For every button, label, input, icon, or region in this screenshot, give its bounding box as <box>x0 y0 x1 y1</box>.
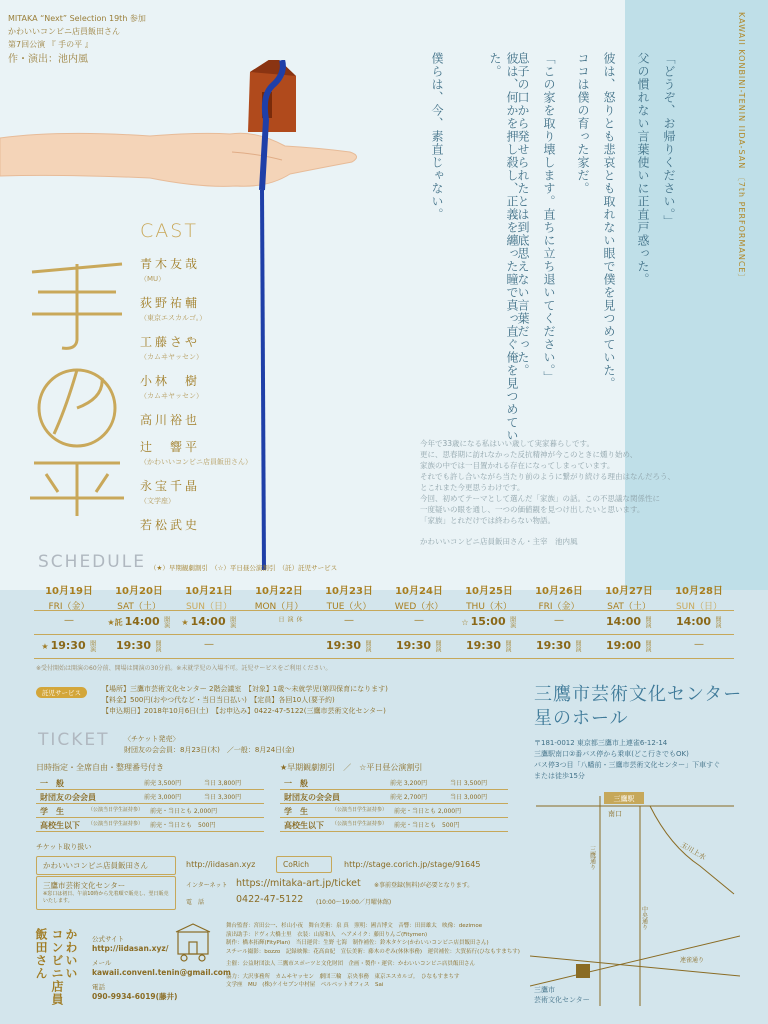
cast-name: 高川裕也 <box>140 413 201 427</box>
schedule-kai-label: 開演 <box>434 640 441 652</box>
performance-line: 第7回公演 『 手の平 』 <box>8 40 93 49</box>
map-street-4: 玉川上水 <box>679 840 708 862</box>
intro-line: それでも許し合いながら当たり前のように繋がり続ける理由はなんだろう、 <box>420 472 675 481</box>
credit-line: 演出助手：ドヴィ大橋士里 衣装：山原和人 ヘアメイク：藤田りんご(Fitymen) <box>226 931 428 938</box>
ticket-advance: 前売・当日とも 2,000円 <box>394 808 462 815</box>
story-col-2: 父の慣れない言葉使いに正直戸惑った。 <box>636 52 650 286</box>
author-line: 作・演出：池内風 <box>8 54 88 65</box>
schedule-title: SCHEDULE <box>38 552 146 572</box>
schedule-weekday: SAT（土） <box>117 602 161 612</box>
map-station: 三鷹駅 <box>613 795 635 803</box>
vendor-company-url[interactable]: http://iidasan.xyz <box>186 860 256 869</box>
schedule-slot <box>314 639 384 652</box>
venue-name-1: 三鷹市芸術文化センター <box>534 684 743 705</box>
ticket-row <box>280 790 508 804</box>
venue-name-2: 星のホール <box>534 708 629 729</box>
schedule-slot <box>594 639 664 652</box>
ticket-advance: 前売・当日とも 500円 <box>394 822 460 829</box>
site-label: 公式サイト <box>92 935 125 943</box>
story-col-8: 僕らは、今、素直じゃない。 <box>430 52 444 221</box>
vendor-tel-hours: (10:00〜19:00／月曜休館) <box>316 899 392 906</box>
ticket-row <box>36 804 264 818</box>
schedule-date: 10月22日 <box>255 586 303 597</box>
cast-member <box>140 333 252 362</box>
ticket-row <box>36 818 264 832</box>
schedule-divider <box>34 634 734 635</box>
intro-line: 家族の中では一目置かれる存在になってしまっています。 <box>420 461 615 470</box>
schedule-slot <box>174 639 244 650</box>
schedule-date: 10月19日 <box>45 586 93 597</box>
ticket-row <box>280 818 508 832</box>
schedule-day <box>384 582 454 612</box>
schedule-slot <box>454 639 524 652</box>
schedule-date: 10月24日 <box>395 586 443 597</box>
schedule-time: 19:30 <box>535 639 571 652</box>
intro-signature: かわいいコンビニ店員飯田さん・主宰 池内風 <box>420 537 578 546</box>
map-street-3: 三鷹通り <box>588 846 596 870</box>
ticket-table-regular <box>36 762 264 832</box>
ticket-label: 財団友の会会員 <box>40 793 96 802</box>
ticket-advance: 前売 3,500円 <box>144 780 182 787</box>
schedule-slot <box>454 615 524 628</box>
cast-affiliation: （カムヰヤッセン） <box>140 392 203 400</box>
schedule-date: 10月21日 <box>185 586 233 597</box>
access-line: 〒181-0012 東京都三鷹市上連雀6-12-14 <box>534 739 668 747</box>
vendor-center-name: 三鷹市芸術文化センター <box>43 881 126 890</box>
ticket-title: TICKET <box>38 730 110 750</box>
schedule-time: 19:30 <box>395 639 431 652</box>
vendor-center-note: ※窓口は初日、午前10時から先着順で販売し、翌日販売いたします。 <box>43 891 169 904</box>
schedule-kai-label: 開演 <box>88 640 96 652</box>
map-hall-label-2: 芸術文化センター <box>534 996 590 1004</box>
map-hall-label-1: 三鷹市 <box>534 986 555 994</box>
ticket-label: 一 般 <box>284 779 308 788</box>
vendor-tel: 0422-47-5122 <box>236 894 304 905</box>
cast-member <box>140 372 252 401</box>
schedule-slot <box>524 639 594 652</box>
schedule-weekday: TUE（火） <box>326 602 372 612</box>
schedule-day <box>524 582 594 612</box>
schedule-kai-label: 開演 <box>364 640 371 652</box>
ticket-advance: 前売 3,000円 <box>144 794 182 801</box>
vendor-corich-url[interactable]: http://stage.corich.jp/stage/91645 <box>344 860 481 869</box>
story-col-6: 息子の口から発せられたとは到底思えない言葉だった。 <box>516 52 530 377</box>
venue-name <box>534 683 742 731</box>
cast-member <box>140 516 252 533</box>
schedule-date: 10月20日 <box>115 586 163 597</box>
story-col-5: 「この家を取り壊します。直ちに立ち退いてください。」 <box>542 52 556 384</box>
cast-member <box>140 294 252 323</box>
cast-member <box>140 438 252 467</box>
credit-line: 文学座 MU (株)ケイセブン中村屋 ベルベットオフィス Sai <box>226 982 384 988</box>
ticket-door: 当日 3,800円 <box>204 780 242 787</box>
vendor-web-note: ※事前登録(無料)が必要となります。 <box>374 882 474 889</box>
schedule-time: 14:00 <box>124 615 160 628</box>
story-col-3: 彼は、怒りとも悲哀とも取れない眼で僕を見つめていた。 <box>602 52 616 390</box>
ticket-sale-head: 〈チケット発売〉 <box>124 735 180 743</box>
schedule-mark: ★託 <box>107 618 123 627</box>
service-line: 【申込期日】2018年10月6日(土) 【お申込み】0422-47-5122(三鷹市芸術文化センター) <box>102 707 386 715</box>
schedule-slot <box>34 615 104 626</box>
venue-access <box>534 738 720 782</box>
hand-with-house-illustration <box>0 60 370 200</box>
logo-col-3: 飯田さん <box>34 928 48 980</box>
intro-text <box>420 438 760 547</box>
schedule-day <box>34 582 104 612</box>
access-line: または徒歩15分 <box>534 772 585 780</box>
schedule-time: 19:30 <box>325 639 361 652</box>
credit-line: 協力：大沢事務所 カムヰヤッセン 劇団三輪 京央事務 東京エスカルゴ。 ひなもすまちす <box>226 973 460 980</box>
cast-label: CAST <box>140 220 198 242</box>
schedule-mark: ☆ <box>461 618 469 627</box>
tel-number: 090-9934-6019(藤井) <box>92 992 178 1001</box>
schedule-time: 14:00 <box>605 615 641 628</box>
vertical-title: KAWAII KONBINI-TENIN IIDA-SAN 〔7th PERFORMANCE〕 <box>737 12 746 283</box>
access-map <box>530 786 740 1006</box>
vendor-company: かわいいコンビニ店員飯田さん <box>36 856 176 875</box>
access-line: バス停3つ目「八幡前・三鷹市芸術文化センター」下車すぐ <box>534 761 721 769</box>
schedule-kai-label: 開演 <box>714 616 721 628</box>
ticket-row <box>36 790 264 804</box>
schedule-mark: ★ <box>41 642 49 651</box>
schedule-day <box>594 582 664 612</box>
ticket-head: 日時指定・全席自由・整理番号付き <box>36 763 164 772</box>
schedule-weekday: SUN（日） <box>675 602 723 612</box>
cast-affiliation: （東京エスカルゴ。） <box>140 314 207 322</box>
company-line: かわいいコンビニ店員飯田さん <box>8 27 120 36</box>
schedule-weekday: FRI（金） <box>48 602 90 612</box>
story-col-7: 彼は、何かを押し殺し、正義を纏った瞳で真っ直ぐ俺を見つめていた。 <box>488 52 519 442</box>
paint-drip <box>255 190 275 570</box>
cast-name: 辻 響平 <box>140 440 201 454</box>
cast-affiliation: （文学座） <box>140 497 175 505</box>
schedule-weekday: SAT（土） <box>607 602 651 612</box>
schedule-date: 10月23日 <box>325 586 373 597</box>
intro-line: 今年で33歳になる私はいい歳して実家暮らしです。 <box>420 439 594 448</box>
cast-name: 若松武史 <box>140 518 201 532</box>
ticket-advance: 前売・当日とも 500円 <box>150 822 216 829</box>
schedule-weekday: WED（水） <box>394 602 444 612</box>
schedule-slot <box>104 639 174 652</box>
ticket-door: 当日 3,000円 <box>450 794 488 801</box>
tel-label: 電話 <box>92 983 105 991</box>
ticket-advance: 前売・当日とも 2,000円 <box>150 808 218 815</box>
ticket-sale-line: 財団友の会会員：8月23日(木) ／一般：8月24日(金) <box>124 746 295 754</box>
schedule-kai-label: 開演 <box>574 640 581 652</box>
vendor-tel-label: 電 話 <box>186 899 205 906</box>
cast-member <box>140 411 252 428</box>
cast-affiliation: （MU） <box>140 275 166 283</box>
schedule-day <box>454 582 524 612</box>
service-line: 【場所】三鷹市芸術文化センター 2階会議室 【対象】1歳〜未就学児(第四保育になります) <box>102 685 388 693</box>
ticket-head: ★早期観劇割引 ／ ☆平日昼公演割引 <box>280 763 423 772</box>
logo-col-1: かわいい <box>64 928 78 980</box>
cast-member <box>140 477 252 506</box>
schedule-kai-label: 開演 <box>154 640 161 652</box>
credit-line: スチール撮影：bozzo 記録映像：花高由紀 宣伝美術：藤木のぞみ(休休事務) 運営補佐：大賀拓行(ひなもすまちす) <box>226 948 520 955</box>
schedule-slot <box>384 615 454 626</box>
schedule-rest-day: 休演日 <box>277 616 302 622</box>
schedule-kai-label: 開演 <box>162 616 170 628</box>
cast-affiliation: （かわいいコンビニ店員飯田さん） <box>140 458 252 466</box>
credits <box>226 922 520 990</box>
schedule-divider <box>34 658 734 659</box>
story-col-1: 「どうぞ、お帰りください。」 <box>662 52 676 228</box>
ticket-label: 一 般 <box>40 779 64 788</box>
schedule-kai-label: 開演 <box>228 616 236 628</box>
cast-member <box>140 255 252 284</box>
intro-line: 一度疑いの眼を通し、一つの価値観を見つけ出したいと思います。 <box>420 505 645 514</box>
schedule-kai-label: 開演 <box>504 640 511 652</box>
intro-line: 「家族」とれだけでは終わらない物語。 <box>420 516 555 525</box>
vendor-head: チケット取り扱い <box>36 843 92 851</box>
cast-name: 永宝千晶 <box>140 479 201 493</box>
intro-line: 今回、初めてテーマとして選んだ「家族」の話。この不思議な関係性に <box>420 494 660 503</box>
convenience-store-icon <box>170 922 216 962</box>
cast-name: 工藤さや <box>140 335 201 349</box>
schedule-slot <box>384 639 454 652</box>
service-line: 【料金】500円(おやつ代など・当日当日払い) 【定員】各回10人(要予約) <box>102 696 335 704</box>
header <box>8 12 146 66</box>
schedule-kai-label: 開演 <box>644 640 651 652</box>
cast-list <box>140 255 252 543</box>
schedule-slot <box>174 615 244 628</box>
ticket-advance: 前売 2,700円 <box>390 794 428 801</box>
ticket-row <box>280 776 508 790</box>
series-line: MITAKA “Next” Selection 19th 参加 <box>8 14 146 23</box>
schedule-date: 10月28日 <box>675 586 723 597</box>
schedule-kai-label: 開演 <box>508 616 516 628</box>
ticket-advance: 前売 3,200円 <box>390 780 428 787</box>
schedule-slot <box>524 615 594 626</box>
schedule-slot <box>34 639 104 652</box>
ticket-table-discount <box>280 762 508 832</box>
schedule-weekday: FRI（金） <box>538 602 580 612</box>
ticket-sub: （公演当日学生証持参） <box>332 807 388 813</box>
schedule-slot <box>104 615 174 628</box>
map-south-exit: 南口 <box>608 810 622 818</box>
vendor-center-box <box>36 876 176 910</box>
ticket-row <box>280 804 508 818</box>
ticket-sub: （公演当日学生証持参） <box>332 821 388 827</box>
schedule-time: 19:30 <box>115 639 151 652</box>
schedule-time: — <box>694 639 704 650</box>
schedule-mark: ★ <box>181 618 189 627</box>
schedule-slot <box>594 615 664 628</box>
cast-affiliation: （カムヰヤッセン） <box>140 353 203 361</box>
schedule-note: ※受付開始は開演の60分前、開場は開演の30分前。※未就学児の入場不可。託児サービスをご利用ください。 <box>36 665 332 672</box>
schedule-weekday: THU（木） <box>466 602 512 612</box>
schedule-date: 10月25日 <box>465 586 513 597</box>
credit-line: 主催：公益財団法人 三鷹市スポーツと文化財団 企画・製作・運営：かわいいコンビニ店員飯田さん <box>226 961 476 967</box>
schedule-slot <box>314 615 384 626</box>
cast-name: 小林 樹 <box>140 374 201 388</box>
schedule-time: 14:00 <box>190 615 226 628</box>
ticket-label: 学 生 <box>40 807 64 816</box>
mail-address[interactable]: kawaii.convenl.tenin@gmail.com <box>92 968 231 977</box>
cast-name: 荻野祐輔 <box>140 296 201 310</box>
ticket-label: 学 生 <box>284 807 308 816</box>
vendor-web-url[interactable]: https://mitaka-art.jp/ticket <box>236 878 361 889</box>
schedule-weekday: MON（月） <box>254 602 304 612</box>
schedule-time: 14:00 <box>675 615 711 628</box>
schedule-time: 19:30 <box>465 639 501 652</box>
schedule-day <box>314 582 384 612</box>
credit-line: 舞台監督：宮田公一、杉山小夜 舞台美術：泉 真 照明：國吉博文 音響：田田雄太 映像：dezimoe <box>226 923 483 929</box>
schedule-time: 19:00 <box>605 639 641 652</box>
schedule-date: 10月27日 <box>605 586 653 597</box>
schedule-date: 10月26日 <box>535 586 583 597</box>
logo-col-2: コンビニ店員 <box>50 928 64 1006</box>
vendor-corich: CoRich <box>276 856 332 873</box>
service-info <box>102 684 388 717</box>
schedule-kai-label: 開演 <box>644 616 651 628</box>
service-badge: 託児サービス <box>36 687 87 698</box>
schedule-weekday: SUN（日） <box>185 602 233 612</box>
ticket-door: 当日 3,500円 <box>450 780 488 787</box>
intro-line: とこれまた今更思うわけです。 <box>420 483 525 492</box>
schedule-time: — <box>554 615 564 626</box>
cast-name: 青木友哉 <box>140 257 201 271</box>
ticket-label: 財団友の会会員 <box>284 793 340 802</box>
ticket-door: 当日 3,300円 <box>204 794 242 801</box>
schedule-day <box>104 582 174 612</box>
vendor-web-label: インターネット <box>186 882 228 889</box>
schedule-legend: （★）早期観劇割引 （☆）平日昼公演割引 （託）託児サービス <box>150 564 338 572</box>
schedule-time: — <box>204 639 214 650</box>
credit-line: 制作：橋本拓輝(FityPlan) 当日運営：生野 七海 制作補佐：鈴木タケシ(かわいいコンビニ店員飯田さん) <box>226 940 489 946</box>
mail-label: メール <box>92 959 112 967</box>
ticket-sub: （公演当日学生証持参） <box>88 821 144 827</box>
access-line: 三鷹駅南口②番バス停から乗車(どこ行きでもOK) <box>534 750 689 758</box>
schedule-time: — <box>414 615 424 626</box>
site-url[interactable]: http://iidasan.xyz/ <box>92 944 169 953</box>
schedule-slot <box>664 615 734 628</box>
ticket-row <box>36 776 264 790</box>
schedule-time: 15:00 <box>470 615 506 628</box>
schedule-time: — <box>344 615 354 626</box>
schedule-time: — <box>64 615 74 626</box>
schedule-day <box>244 582 314 612</box>
schedule-day <box>174 582 244 612</box>
ticket-sale <box>124 734 295 756</box>
intro-line: 更に、思春期に訪れなかった反抗精神が今このときに燻り始め、 <box>420 450 638 459</box>
ticket-label: 高校生以下 <box>40 821 80 830</box>
schedule-slot <box>664 639 734 650</box>
map-street-1: 中央通り <box>640 906 648 930</box>
schedule-time: 19:30 <box>50 639 86 652</box>
ticket-label: 高校生以下 <box>284 821 324 830</box>
map-street-2: 連雀通り <box>680 957 705 964</box>
ticket-sub: （公演当日学生証持参） <box>88 807 144 813</box>
title-logo <box>24 258 130 518</box>
story-col-4: ココは僕の育った家だ。 <box>576 52 590 195</box>
schedule-day <box>664 582 734 612</box>
